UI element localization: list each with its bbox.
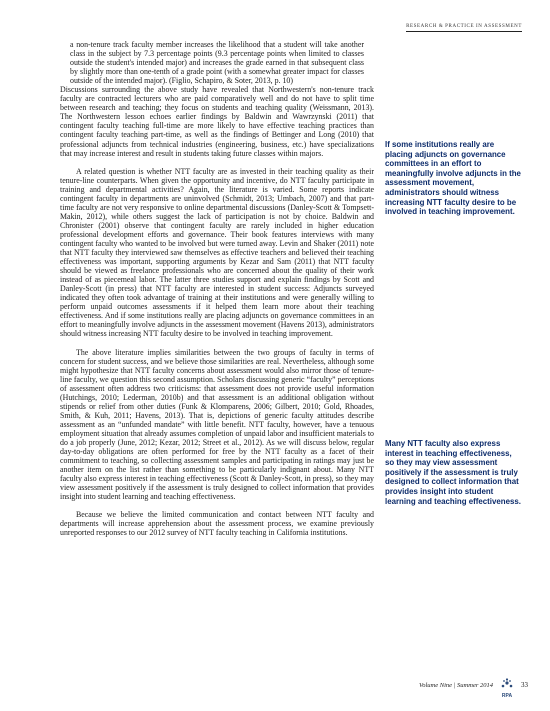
pull-quote-1: If some institutions really are placing adjuncts on governance committees in an effort to meaningfully involve adjuncts in the assessment movement, administrators should witness increasing NTT faculty desire to be involved in teaching improvement. [385, 140, 521, 217]
paragraph-2: A related question is whether NTT faculty are as invested in their teaching quality as their tenure-line counterparts. When given the opportunity and incentive, do NTT faculty participate in training and departmental activities? Again, the literature is varied. Some reports indicate contingent faculty in departments are uninvolved (Schmidt, 2013; Umbach, 2007) and that part-time faculty are not very responsive to online departmental discussions (Danley-Scott & Tompsett-Makin, 2012), while others suggest the lack of participation is not by choice. Baldwin and Chronister (2001) observe that contingent faculty are rarely included in higher education professional development efforts and governance. Their book features interviews with many contingent faculty who wanted to be involved but were turned away. Levin and Shaker (2011) note that NTT faculty they interviewed saw themselves as effective teachers and believed their teaching effectiveness was important, supporting arguments by Kezar and Sam (2011) that NTT faculty should be viewed as freelance professionals who are concerned about the quality of their work instead of as piecemeal labor. The latter three studies support and explain findings by Scott and Danley-Scott (in press) that NTT faculty are interested in student success: Adjuncts surveyed indicated they often took advantage of training at their institutions and were generally willing to perform unpaid outcomes assessments if it helped them learn more about their teaching effectiveness. And if some institutions really are placing adjuncts on governance committees in an effort to meaningfully involve adjuncts in the assessment movement (Havens 2013), administrators should witness increasing NTT faculty desire to be involved in teaching improvement. [60, 166, 374, 339]
running-header: RESEARCH & PRACTICE IN ASSESSMENT [406, 24, 522, 32]
block-quote: a non-tenure track faculty member increases the likelihood that a student will take another class in the subject by 7.3 percentage points (9.3 percentage points when limited to classes outside the student's intended major) and increases the grade earned in that subsequent class by slightly more than one-tenth of a grade point (with a somewhat greater impact for classes outside of the intended major). (Figlio, Schapiro, & Soter, 2013, p. 10) [70, 40, 364, 86]
paragraph-4: Because we believe the limited communication and contact between NTT faculty and departments will increase apprehension about the assessment process, we examine previously unreported responses to our 2012 survey of NTT faculty teaching in California institutions. [60, 510, 374, 538]
logo-text: RPA [501, 693, 513, 699]
page-number: 33 [521, 681, 528, 689]
page-footer [418, 677, 528, 699]
paragraph-3: The above literature implies similarities between the two groups of faculty in terms of concern for student success, and we believe those similarities are real. Nevertheless, although some might hypothesize that NTT faculty concerns about assessment would also mirror those of tenure-line faculty, we question this second assumption. Scholars discussing generic “faculty” perceptions of assessment often address two criticisms: that assessment does not provide useful information (Hutchings, 2010; Lederman, 2010b) and that assessment is an additional obligation without stipends or relief from other duties (Funk & Klomparens, 2006; Gilbert, 2010; Gold, Rhoades, Smith, & Kuh, 2011; Havens, 2013). That is, depictions of generic faculty attitudes describe assessment as an “unfunded mandate” with little benefit. NTT faculty, however, have a tenuous employment situation that already assumes completion of unpaid labor and insufficient materials to do a job properly (June, 2012; Kezar, 2012; Street et al., 2012). As we will discuss below, regular day-to-day obligations are often performed for free by the NTT faculty as a facet of their commitment to teaching, so collecting assessment samples and participating in ratings may just be another item on the list rather than something to be particularly indignant about. Many NTT faculty also express interest in teaching effectiveness (Scott & Danley-Scott, in press), so they may view assessment positively if the assessment is truly designed to collect information that provides insight into student learning and teaching effectiveness. [60, 347, 374, 502]
pull-quote-2: Many NTT faculty also express interest in teaching effectiveness, so they may view assessment positively if the assessment is truly designed to collect information that provides insight into student learning and teaching effectiveness. [385, 439, 521, 506]
rpa-logo-icon [499, 677, 515, 699]
paragraph-1: Discussions surrounding the above study have revealed that Northwestern's non-tenure track faculty are contracted lecturers who are paid comparatively well and do not have to split time between research and teaching; they focus on students and teaching quality (Weissmann, 2013). The Northwestern lesson echoes earlier findings by Baldwin and Wawrzynski (2011) that contingent faculty teaching full-time are more likely to have effective teaching practices than contingent faculty teaching part-time, as well as the findings of Bettinger and Long (2010) that professional adjuncts from technical industries (engineering, business, etc.) have specializations that may increase interest and result in students taking future classes within majors. [60, 85, 374, 158]
article-body [60, 40, 374, 537]
issue-label: Volume Nine | Summer 2014 [418, 681, 493, 689]
